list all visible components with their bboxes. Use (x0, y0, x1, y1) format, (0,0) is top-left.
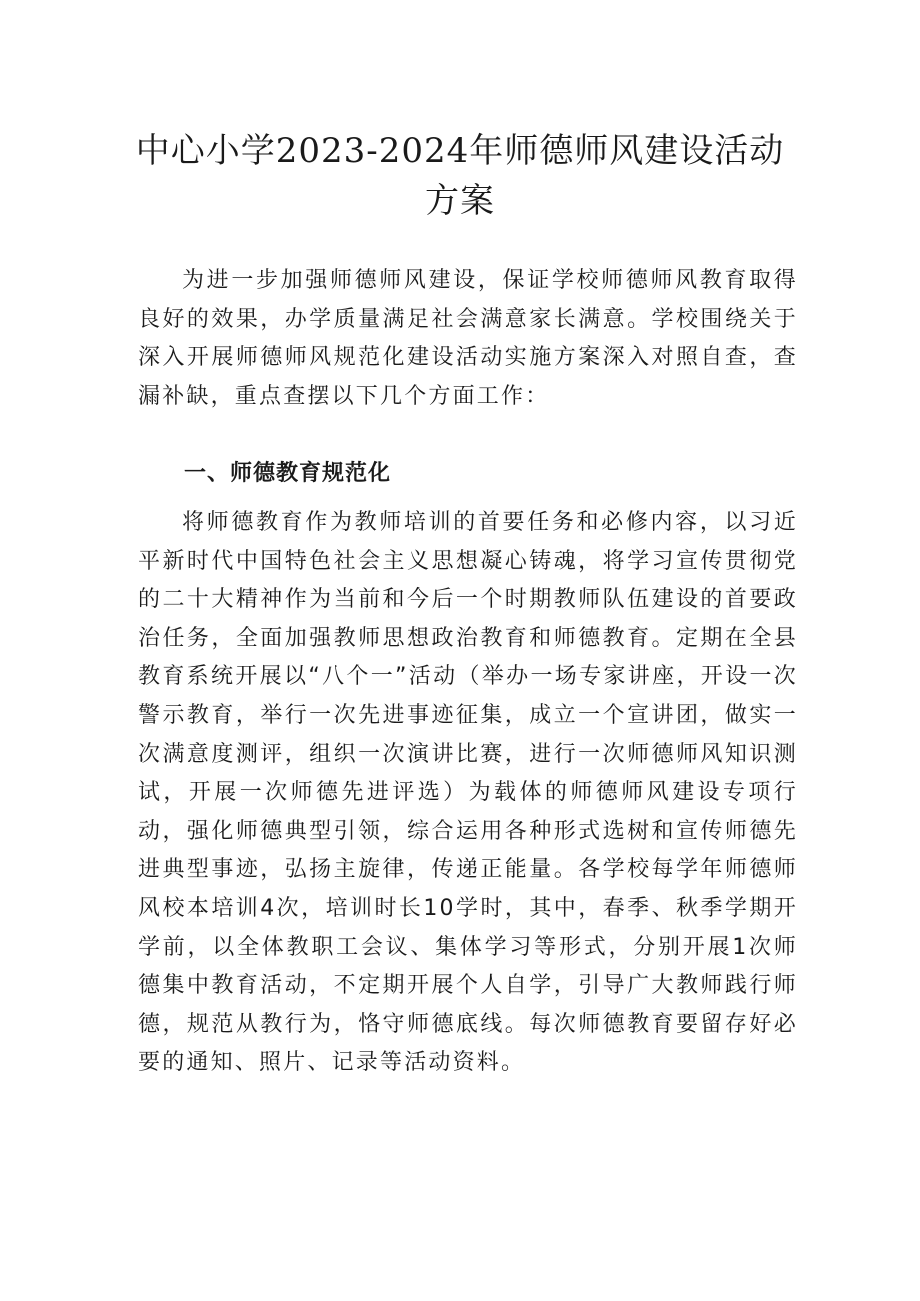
section-paragraph: 将师德教育作为教师培训的首要任务和必修内容，以习近平新时代中国特色社会主义思想凝心铸魂，将学习宣传贯彻党的二十大精神作为当前和今后一个时期教师队伍建设的首要政治任务，全面加强教师思想政治教育和师德教育。定期在全县教育系统开展以“八个一”活动（举办一场专家讲座，开设一次警示教育，举行一次先进事迹征集，成立一个宣讲团，做实一次满意度测评，组织一次演讲比赛，进行一次师德师风知识测试，开展一次师德先进评选）为载体的师德师风建设专项行动，强化师德典型引领，综合运用各种形式选树和宣传师德先进典型事迹，弘扬主旋律，传递正能量。各学校每学年师德师风校本培训4次，培训时长10学时，其中，春季、秋季学期开学前，以全体教职工会议、集体学习等形式，分别开展1次师德集中教育活动，不定期开展个人自学，引导广大教师践行师德，规范从教行为，恪守师德底线。每次师德教育要留存好必要的通知、照片、记录等活动资料。 (138, 510, 798, 1076)
document-title: 中心小学2023-2024年师德师风建设活动方案 (135, 131, 785, 221)
section-heading: 一、师德教育规范化 (184, 461, 392, 486)
intro-paragraph: 为进一步加强师德师风建设，保证学校师德师风教育取得良好的效果，办学质量满足社会满意家长满意。学校围绕关于深入开展师德师风规范化建设活动实施方案深入对照自查，查漏补缺，重点查摆以下几个方面工作： (138, 268, 798, 409)
